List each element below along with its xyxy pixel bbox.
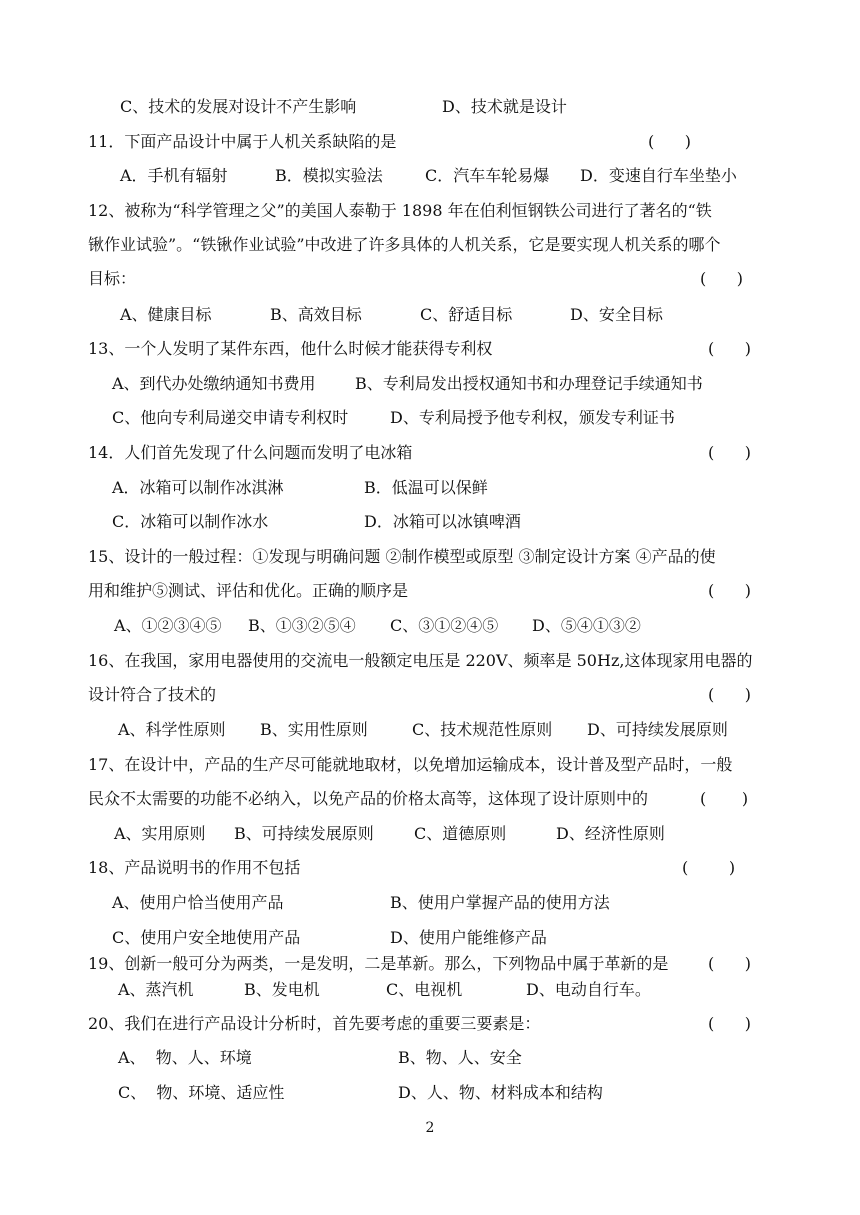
q14-option-b: B．低温可以保鲜 [364,478,488,497]
q11-option-d: D．变速自行车坐垫小 [580,166,737,185]
q16-option-a: A、科学性原则 [118,720,226,739]
q18-option-d: D、使用户能维修产品 [390,928,547,947]
q14-option-d: D．冰箱可以冰镇啤酒 [364,512,521,531]
q12-option-b: B、高效目标 [270,305,362,324]
q18-option-b: B、使用户掌握产品的使用方法 [390,893,610,912]
q17-option-b: B、可持续发展原则 [234,824,374,843]
q20-option-b: B、物、人、安全 [398,1048,522,1067]
q10-option-c: C、技术的发展对设计不产生影响 [120,97,357,116]
q14-answer-blank: ( ) [708,443,751,462]
q11-option-c: C．汽车车轮易爆 [425,166,550,185]
q14-option-a: A．冰箱可以制作冰淇淋 [112,478,284,497]
q10-option-d: D、技术就是设计 [442,97,567,116]
q17-answer-blank: ( ) [700,789,749,808]
q12-option-a: A、健康目标 [120,305,212,324]
page-number: 2 [425,1120,435,1136]
q13-option-a: A、到代办处缴纳通知书费用 [112,374,316,393]
q11-stem: 11．下面产品设计中属于人机关系缺陷的是 [88,132,397,151]
q16-option-b: B、实用性原则 [260,720,368,739]
q16-answer-blank: ( ) [708,685,751,704]
q16-option-d: D、可持续发展原则 [587,720,728,739]
q18-stem: 18、产品说明书的作用不包括 [88,858,301,877]
q15-option-b: B、①③②⑤④ [248,616,356,635]
q12-stem-line2: 锹作业试验”。“铁锹作业试验”中改进了许多具体的人机关系，它是要实现人机关系的哪个 [88,235,721,254]
q20-answer-blank: ( ) [708,1014,751,1033]
q15-option-c: C、③①②④⑤ [390,616,499,635]
q16-option-c: C、技术规范性原则 [412,720,553,739]
q16-stem-line1: 16、在我国，家用电器使用的交流电一般额定电压是 220V、频率是 50Hz,这体现家用电器的 [88,651,753,670]
q19-stem: 19、创新一般可分为两类，一是发明，二是革新。那么，下列物品中属于革新的是 [88,954,669,973]
q15-stem-line2: 用和维护⑤测试、评估和优化。正确的顺序是 [88,581,409,600]
q17-option-a: A、实用原则 [114,824,206,843]
q20-option-a: A、 物、人、环境 [118,1048,252,1067]
q15-answer-blank: ( ) [708,581,751,600]
q18-option-c: C、使用户安全地使用产品 [112,928,301,947]
q12-option-d: D、安全目标 [570,305,663,324]
q19-option-a: A、蒸汽机 [118,980,194,999]
q20-option-d: D、人、物、材料成本和结构 [398,1083,603,1102]
q18-answer-blank: ( ) [682,858,736,877]
q19-option-c: C、电视机 [386,980,463,999]
q17-option-d: D、经济性原则 [556,824,665,843]
q15-stem-line1: 15、设计的一般过程：①发现与明确问题 ②制作模型或原型 ③制定设计方案 ④产品的使 [88,547,716,566]
q20-stem: 20、我们在进行产品设计分析时，首先要考虑的重要三要素是： [88,1014,541,1033]
q12-answer-blank: ( ) [700,269,743,288]
q17-stem-line1: 17、在设计中，产品的生产尽可能就地取材，以免增加运输成本，设计普及型产品时，一般 [88,755,733,774]
q17-option-c: C、道德原则 [414,824,507,843]
q14-stem: 14．人们首先发现了什么问题而发明了电冰箱 [88,443,413,462]
q19-answer-blank: ( ) [708,954,751,973]
q19-option-d: D、电动自行车。 [526,980,651,999]
q17-stem-line2: 民众不太需要的功能不必纳入，以免产品的价格太高等，这体现了设计原则中的 [88,789,649,808]
q13-stem: 13、一个人发明了某件东西，他什么时候才能获得专利权 [88,339,493,358]
q12-option-c: C、舒适目标 [420,305,513,324]
q15-option-d: D、⑤④①③② [532,616,641,635]
q20-option-c: C、 物、环境、适应性 [118,1083,285,1102]
q11-answer-blank: ( ) [648,132,691,151]
q13-option-d: D、专利局授予他专利权，颁发专利证书 [390,408,675,427]
q12-stem-line1: 12、被称为“科学管理之父”的美国人泰勒于 1898 年在伯利恒钢铁公司进行了著名的“铁 [88,201,712,220]
q15-option-a: A、①②③④⑤ [114,616,222,635]
q13-option-b: B、专利局发出授权通知书和办理登记手续通知书 [355,374,703,393]
q13-answer-blank: ( ) [708,339,751,358]
q12-stem-line3: 目标： [88,269,137,288]
q13-option-c: C、他向专利局递交申请专利权时 [112,408,349,427]
q11-option-b: B．模拟实验法 [275,166,383,185]
q14-option-c: C．冰箱可以制作冰水 [112,512,269,531]
q16-stem-line2: 设计符合了技术的 [88,685,217,704]
q18-option-a: A、使用户恰当使用产品 [112,893,284,912]
q11-option-a: A．手机有辐射 [120,166,228,185]
q19-option-b: B、发电机 [244,980,320,999]
